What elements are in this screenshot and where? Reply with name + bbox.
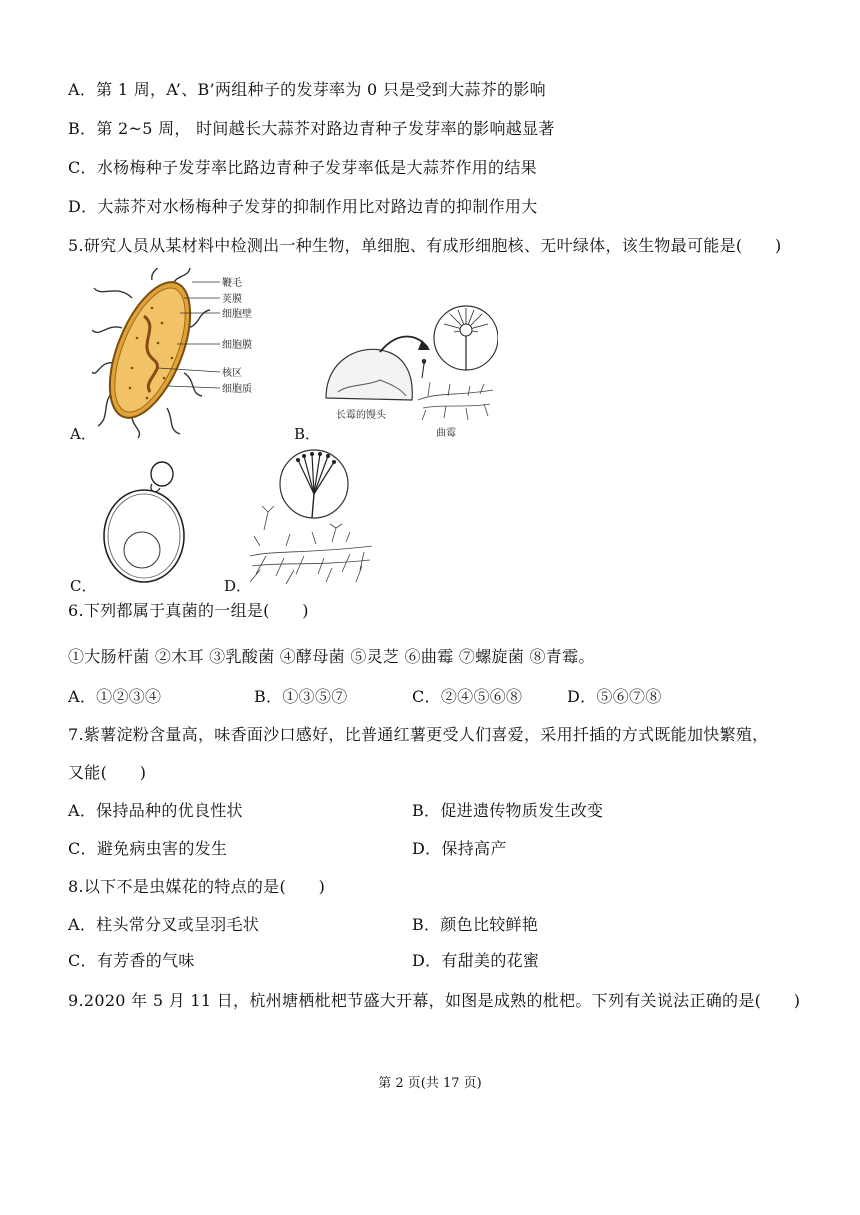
q8-option-d: D．有甜美的花蜜 bbox=[412, 951, 540, 970]
q6-option-a: A．①②③④ bbox=[68, 687, 162, 706]
yeast-figure bbox=[98, 452, 208, 584]
q8-option-c: C．有芳香的气味 bbox=[68, 951, 195, 970]
label-cell-membrane: 细胞膜 bbox=[222, 340, 252, 351]
label-nuclear-region: 核区 bbox=[222, 368, 242, 379]
q6-option-b: B．①③⑤⑦ bbox=[254, 687, 348, 706]
label-moldy-bread: 长霉的馒头 bbox=[336, 410, 386, 421]
arrow-head bbox=[418, 340, 430, 350]
yeast-bud bbox=[151, 462, 173, 486]
hyphae bbox=[418, 382, 493, 420]
q4-option-b: B．第 2~5 周， 时间越长大蒜芥对路边青种子发芽率的影响越显著 bbox=[68, 119, 555, 138]
q4-option-a: A．第 1 周，A’、B’两组种子的发芽率为 0 只是受到大蒜芥的影响 bbox=[68, 80, 546, 99]
yeast-nucleus bbox=[124, 532, 160, 568]
label-cell-wall: 细胞壁 bbox=[222, 309, 252, 320]
q5-option-c-label: C． bbox=[70, 577, 97, 595]
q5-option-d-label: D． bbox=[224, 577, 252, 595]
q4-option-c: C．水杨梅种子发芽率比路边青种子发芽率低是大蒜芥作用的结果 bbox=[68, 158, 537, 177]
q7-option-d: D．保持高产 bbox=[412, 839, 507, 858]
q7-option-c: C．避免病虫害的发生 bbox=[68, 839, 228, 858]
q6-option-d: D．⑤⑥⑦⑧ bbox=[567, 687, 662, 706]
q6-items: ①大肠杆菌 ②木耳 ③乳酸菌 ④酵母菌 ⑤灵芝 ⑥曲霉 ⑦螺旋菌 ⑧青霉。 bbox=[68, 647, 595, 666]
aspergillus-figure bbox=[318, 300, 498, 442]
q5-stem: 5.研究人员从某材料中检测出一种生物，单细胞、有成形细胞核、无叶绿体，该生物最可能是( ) bbox=[68, 236, 782, 255]
q4-option-d: D．大蒜芥对水杨梅种子发芽的抑制作用比对路边青的抑制作用大 bbox=[68, 197, 538, 216]
q9-stem: 9.2020 年 5 月 11 日，杭州塘栖枇杷节盛大开幕，如图是成熟的枇杷。下列有关说法正确的是( ) bbox=[68, 991, 801, 1010]
q8-option-a: A．柱头常分叉或呈羽毛状 bbox=[68, 915, 260, 934]
penicillium-figure bbox=[246, 446, 376, 586]
q5-option-b-label: B． bbox=[294, 425, 321, 443]
label-cytoplasm: 细胞质 bbox=[222, 384, 252, 395]
q7-stem-line1: 7.紫薯淀粉含量高，味香面沙口感好，比普通红薯更受人们喜爱，采用扦插的方式既能加快繁殖， bbox=[68, 725, 769, 744]
q6-option-c: C．②④⑤⑥⑧ bbox=[412, 687, 523, 706]
q7-stem-line2: 又能( ) bbox=[68, 763, 147, 782]
q8-option-b: B．颜色比较鲜艳 bbox=[412, 915, 539, 934]
moldy-bread bbox=[326, 349, 412, 400]
label-flagellum: 鞭毛 bbox=[222, 278, 242, 289]
label-capsule: 荚膜 bbox=[222, 294, 242, 305]
q7-option-a: A．保持品种的优良性状 bbox=[68, 801, 243, 820]
label-aspergillus: 曲霉 bbox=[436, 428, 456, 439]
q6-stem: 6.下列都属于真菌的一组是( ) bbox=[68, 601, 309, 620]
q7-option-b: B．促进遗传物质发生改变 bbox=[412, 801, 604, 820]
bacteria-figure bbox=[92, 268, 282, 438]
page-footer: 第 2 页(共 17 页) bbox=[378, 1076, 482, 1091]
q8-stem: 8.以下不是虫媒花的特点的是( ) bbox=[68, 877, 326, 896]
q5-option-a-label: A． bbox=[70, 425, 96, 443]
